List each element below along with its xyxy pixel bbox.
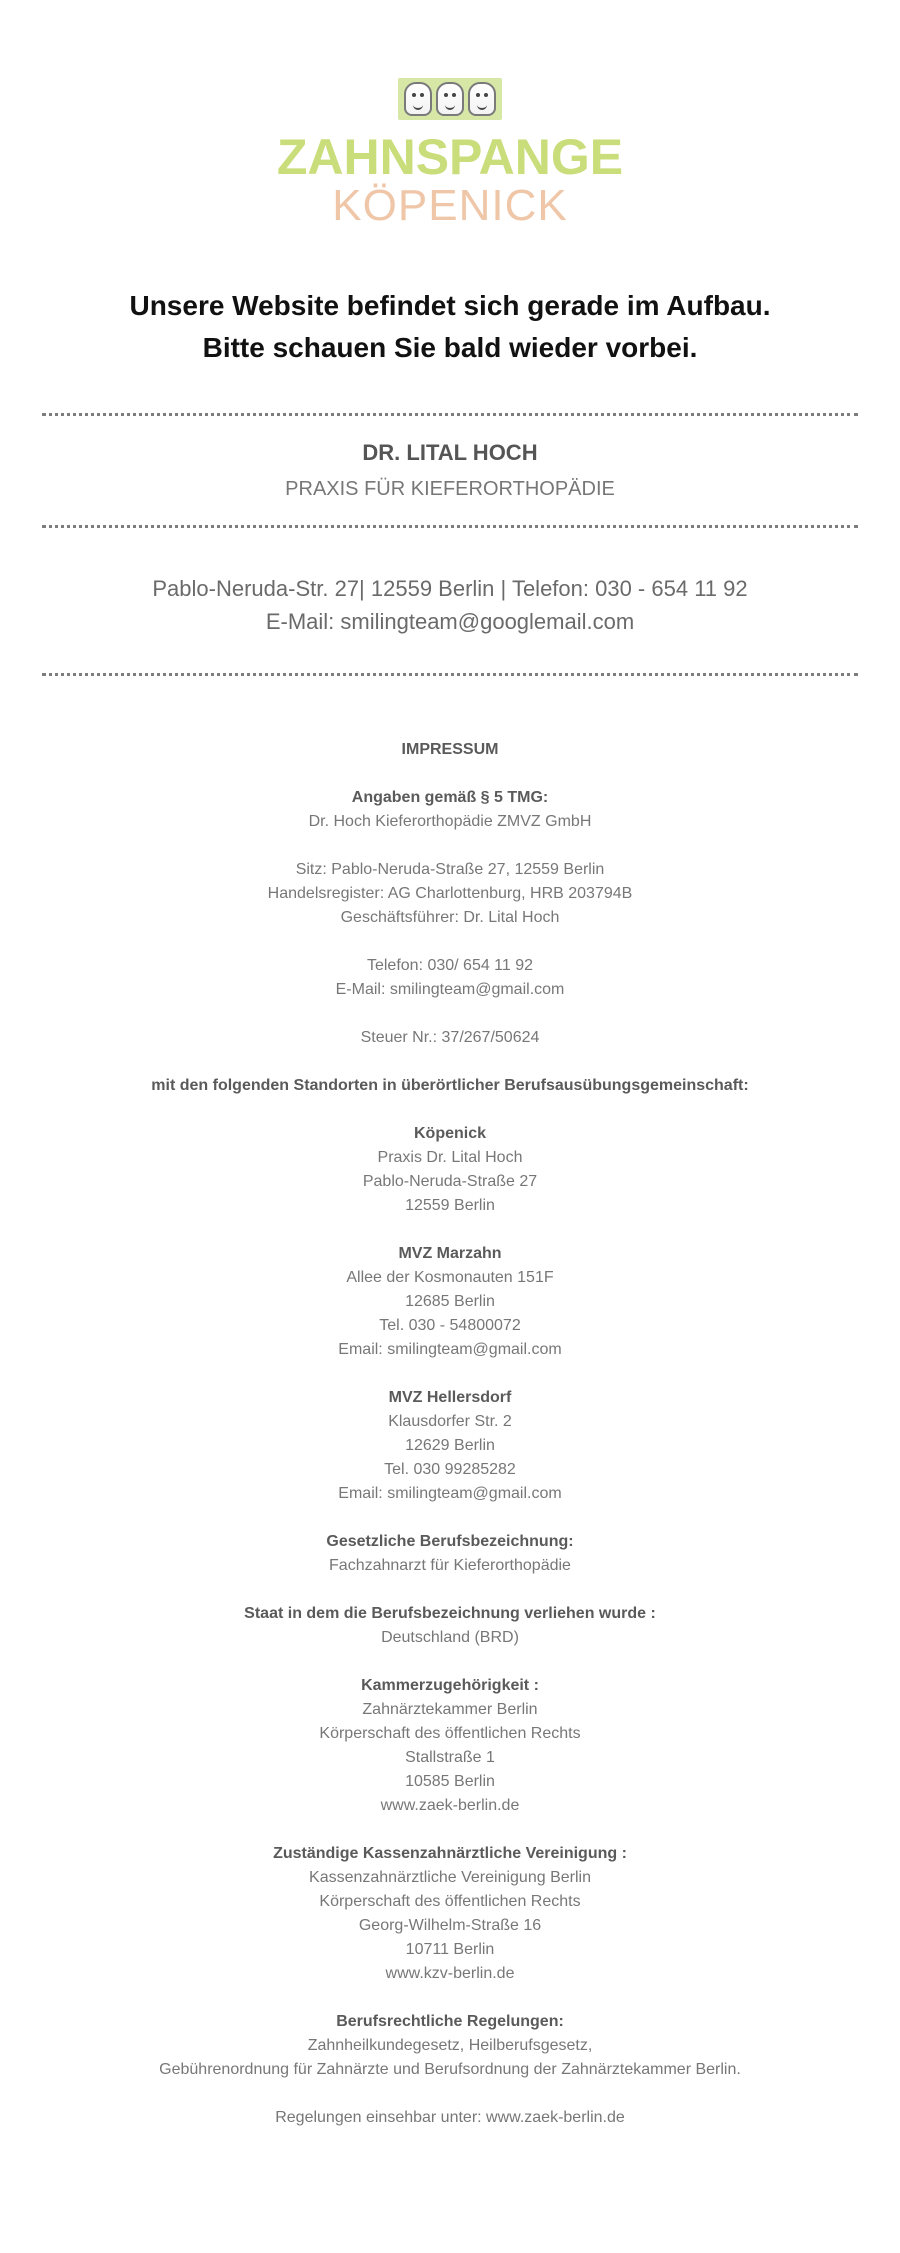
location-heading-koepenick: Köpenick	[413, 1125, 486, 1142]
register-line: Handelsregister: AG Charlottenburg, HRB 203794B	[267, 885, 633, 902]
kzv-line: Kassenzahnärztliche Vereinigung Berlin	[309, 1869, 591, 1886]
location-line: Tel. 030 - 54800072	[379, 1317, 521, 1334]
kzv-line: 10711 Berlin	[405, 1941, 495, 1958]
location-line: Klausdorfer Str. 2	[388, 1413, 512, 1430]
kzv-heading: Zuständige Kassenzahnärztliche Vereinigung :	[273, 1845, 627, 1862]
location-line: Pablo-Neruda-Straße 27	[362, 1173, 538, 1190]
regelungen-einsehbar[interactable]: Regelungen einsehbar unter: www.zaek-berlin.de	[275, 2109, 625, 2126]
location-line: 12559 Berlin	[405, 1197, 495, 1214]
kammer-heading: Kammerzugehörigkeit :	[361, 1677, 539, 1694]
dotted-divider	[42, 673, 858, 676]
kammer-line: Zahnärztekammer Berlin	[362, 1701, 538, 1718]
company-name: Dr. Hoch Kieferorthopädie ZMVZ GmbH	[308, 813, 592, 830]
practice-label: PRAXIS FÜR KIEFERORTHOPÄDIE	[285, 478, 615, 500]
headline-line1: Unsere Website befindet sich gerade im Aufbau.	[129, 290, 771, 321]
headline-line2: Bitte schauen Sie bald wieder vorbei.	[202, 332, 698, 363]
doctor-block	[0, 438, 900, 504]
tmg-heading: Angaben gemäß § 5 TMG:	[351, 789, 549, 806]
staat-heading: Staat in dem die Berufsbezeichnung verliehen wurde :	[244, 1605, 656, 1622]
register-line: Geschäftsführer: Dr. Lital Hoch	[340, 909, 560, 926]
brand-name-line1: ZAHNSPANGE	[276, 129, 624, 185]
regelungen-line: Gebührenordnung für Zahnärzte und Berufsordnung der Zahnärztekammer Berlin.	[159, 2061, 741, 2078]
standorte-heading: mit den folgenden Standorten in überörtlicher Berufsausübungsgemeinschaft:	[151, 1077, 749, 1094]
kzv-line: Körperschaft des öffentlichen Rechts	[319, 1893, 581, 1910]
kzv-line: Georg-Wilhelm-Straße 16	[358, 1917, 542, 1934]
construction-headline	[0, 285, 900, 369]
phone-line: Telefon: 030/ 654 11 92	[366, 957, 534, 974]
address-line: Pablo-Neruda-Str. 27| 12559 Berlin | Telefon: 030 - 654 11 92	[152, 576, 748, 601]
three-teeth-icon	[398, 78, 502, 120]
location-heading-hellersdorf: MVZ Hellersdorf	[388, 1389, 512, 1406]
email-line[interactable]: E-Mail: smilingteam@gmail.com	[335, 981, 565, 998]
location-line: Allee der Kosmonauten 151F	[346, 1269, 554, 1286]
kzv-link[interactable]: www.kzv-berlin.de	[385, 1965, 515, 1982]
regelungen-heading: Berufsrechtliche Regelungen:	[336, 2013, 564, 2030]
location-line: 12629 Berlin	[405, 1437, 495, 1454]
contact-block	[0, 572, 900, 638]
location-heading-marzahn: MVZ Marzahn	[398, 1245, 502, 1262]
kammer-line: Stallstraße 1	[405, 1749, 495, 1766]
kammer-line: 10585 Berlin	[405, 1773, 495, 1790]
location-line: Tel. 030 99285282	[384, 1461, 516, 1478]
impressum-title: IMPRESSUM	[401, 741, 499, 758]
dotted-divider	[42, 525, 858, 528]
email-line[interactable]: E-Mail: smilingteam@googlemail.com	[265, 609, 635, 634]
impressum-section	[0, 738, 900, 2130]
location-email[interactable]: Email: smilingteam@gmail.com	[338, 1341, 562, 1358]
tax-number: Steuer Nr.: 37/267/50624	[360, 1029, 540, 1046]
register-line: Sitz: Pablo-Neruda-Straße 27, 12559 Berlin	[295, 861, 605, 878]
location-line: Praxis Dr. Lital Hoch	[377, 1149, 523, 1166]
berufsbezeichnung-value: Fachzahnarzt für Kieferorthopädie	[329, 1557, 571, 1574]
brand-logo	[0, 78, 900, 229]
doctor-name: DR. LITAL HOCH	[362, 440, 538, 465]
kammer-link[interactable]: www.zaek-berlin.de	[380, 1797, 520, 1814]
brand-name-line2: KÖPENICK	[332, 181, 568, 230]
staat-value: Deutschland (BRD)	[381, 1629, 519, 1646]
dotted-divider	[42, 413, 858, 416]
regelungen-line: Zahnheilkundegesetz, Heilberufsgesetz,	[307, 2037, 593, 2054]
location-line: 12685 Berlin	[405, 1293, 495, 1310]
location-email[interactable]: Email: smilingteam@gmail.com	[338, 1485, 562, 1502]
kammer-line: Körperschaft des öffentlichen Rechts	[319, 1725, 581, 1742]
berufsbezeichnung-heading: Gesetzliche Berufsbezeichnung:	[326, 1533, 574, 1550]
